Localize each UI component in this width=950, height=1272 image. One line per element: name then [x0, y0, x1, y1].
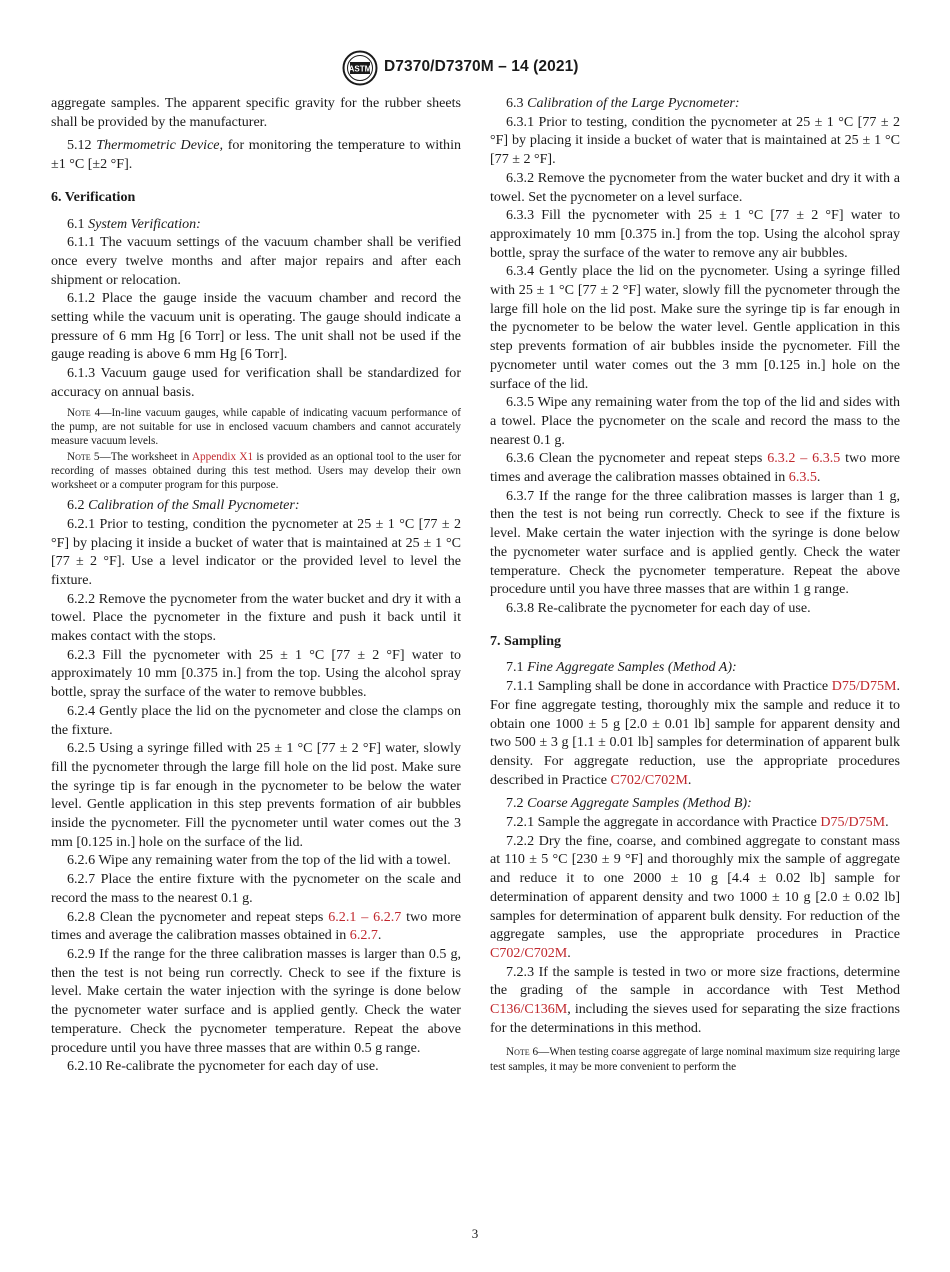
paragraph-6-1-2: 6.1.2 Place the gauge inside the vacuum chamber and record the setting while the vacuum unit is operating. The gauge should indicate a pressure of 6 mm Hg [6 Torr] or less. The unit shall not be used if the gauge reading is above 6 mm Hg [6 Torr]. [51, 290, 461, 363]
paragraph-6-2-7: 6.2.7 Place the entire fixture with the pycnometer on the scale and record the mass to the nearest 0.1 g. [51, 871, 461, 906]
link-appendix-x1[interactable]: Appendix X1 [191, 450, 254, 463]
paragraph-7-2-1: 7.2.1 Sample the aggregate in accordance with Practice D75/D75M. [506, 814, 889, 831]
page-header [0, 50, 950, 86]
note-6: Note 6—When testing coarse aggregate of large nominal maximum size requiring large test samples, it may be more convenient to perform the [490, 1046, 901, 1073]
paragraph-6-2-1: 6.2.1 Prior to testing, condition the pycnometer at 25 ± 1 °C [77 ± 2 °F] by placing it inside a bucket of water that is maintained at 25 ± 1 °C [77 ± 2 °F]. Use a level indicator or the provided level to level the fixture. [51, 515, 461, 588]
left-column [51, 94, 461, 1076]
paragraph-7-2: 7.2 Coarse Aggregate Samples (Method B): [506, 795, 752, 812]
paragraph-6-3-1: 6.3.1 Prior to testing, condition the pycnometer at 25 ± 1 °C [77 ± 2 °F] by placing it inside a bucket of water that is maintained at 25 ± 1 °C [77 ± 2 °F]. [490, 113, 900, 168]
paragraph-6-3-2: 6.3.2 Remove the pycnometer from the water bucket and dry it with a towel. Set the pycnometer on a level surface. [490, 169, 900, 205]
paragraph-6-2-4: 6.2.4 Gently place the lid on the pycnometer and close the clamps on the fixture. [51, 702, 461, 738]
link-d75[interactable]: D75/D75M [831, 678, 897, 695]
paragraph-continuation: aggregate samples. The apparent specific gravity for the rubber sheets shall be provided by the manufacturer. [51, 95, 461, 130]
paragraph-6-1: 6.1 System Verification: [67, 215, 201, 232]
paragraph-6-1-1: 6.1.1 The vacuum settings of the vacuum chamber shall be verified once every twelve months and after major repairs and after each shipment or relocation. [51, 234, 461, 288]
link-6-2-7[interactable]: 6.2.7 [349, 927, 378, 944]
link-c702[interactable]: C702/C702M [610, 771, 688, 788]
paragraph-7-2-2: 7.2.2 Dry the fine, coarse, and combined aggregate to constant mass at 110 ± 5 °C [230 ± 9 °F] and thoroughly mix the sample of aggregate and reduce it to one 2000 ± 10 g [4.4 ± 0.02 lb] sample for determination of apparent density and two 1000 ± 10 g [2.0 ± 0.02 lb] samples for determination of apparent bulk density. For reduction of the aggregate samples, use the appropriate procedures in Practice C702/C702M. [490, 832, 900, 961]
paragraph-6-3-5: 6.3.5 Wipe any remaining water from the top of the lid and sides with a towel. Place the pycnometer on the scale and record the mass to the nearest 0.1 g. [490, 394, 900, 448]
astm-logo-icon [341, 50, 379, 86]
standard-designation: D7370/D7370M – 14 (2021) [384, 58, 579, 75]
section-heading-verification: 6. Verification [51, 188, 136, 205]
paragraph-6-3-3: 6.3.3 Fill the pycnometer with 25 ± 1 °C [77 ± 2 °F] water to approximately 10 mm [0.375 in.] from the top. Using the alcohol spray bottle, spray the surface of the water to remove any air bubbles. [490, 207, 900, 261]
link-c702-b[interactable]: C702/C702M [490, 944, 568, 961]
link-6-3-2-to-6-3-5[interactable]: 6.3.2 – 6.3.5 [767, 450, 841, 467]
paragraph-6-3-4: 6.3.4 Gently place the lid on the pycnometer. Using a syringe filled with 25 ± 1 °C [77 ± 2 °F] water, slowly fill the pycnometer through the large fill hole on the lid post. Make sure the syringe tip is far enough in the pycnometer to be below the water level. Gentle application in this step prevents formation of air bubbles inside the pycnometer. Fill the pycnometer until water comes out the 3 mm [0.125 in.] hole on the surface of the lid. [490, 263, 900, 392]
paragraph-7-2-3: 7.2.3 If the sample is tested in two or more size fractions, determine the grading of the sample in accordance with Test Method C136/C136M, including the sieves used for separating the size fractions for the determinations in this method. [490, 963, 900, 1036]
paragraph-6-2-10: 6.2.10 Re-calibrate the pycnometer for each day of use. [67, 1058, 379, 1075]
section-heading-sampling: 7. Sampling [490, 632, 562, 649]
link-6-3-5[interactable]: 6.3.5 [788, 469, 817, 486]
paragraph-6-3: 6.3 Calibration of the Large Pycnometer: [506, 95, 740, 111]
right-column [490, 94, 900, 1074]
paragraph-5-12: 5.12 Thermometric Device, for monitoring the temperature to within ±1 °C [±2 °F]. [51, 137, 462, 173]
paragraph-7-1: 7.1 Fine Aggregate Samples (Method A): [506, 659, 737, 676]
logo-text: ASTM [348, 64, 372, 74]
paragraph-6-2-3: 6.2.3 Fill the pycnometer with 25 ± 1 °C [77 ± 2 °F] water to approximately 10 mm [0.375 in.] from the top. Using the alcohol spray bottle, spray the surface of the water to remove bubbles. [51, 646, 461, 701]
paragraph-6-3-7: 6.3.7 If the range for the three calibration masses is larger than 1 g, then the test is not being run correctly. Check to see if the fixture is level. Make certain the water injection with the syringe is done below the pycnometer water surface and is applied gently. Check the water temperature. Check the pycnometer temperature. Repeat the above procedure until you have three masses that are within 1 g range. [490, 487, 900, 598]
paragraph-6-3-8: 6.3.8 Re-calibrate the pycnometer for each day of use. [506, 599, 811, 616]
paragraph-6-1-3: 6.1.3 Vacuum gauge used for verification shall be standardized for accuracy on annual basis. [51, 365, 461, 400]
paragraph-6-3-6: 6.3.6 Clean the pycnometer and repeat steps 6.3.2 – 6.3.5 two more times and average the calibration masses obtained in 6.3.5. [490, 450, 900, 486]
note-5: Note 5—The worksheet in Appendix X1 is provided as an optional tool to the user for recording of masses obtained during this test method. Users may develop their own worksheet or a computer program for this purpose. [51, 450, 461, 492]
link-d75-b[interactable]: D75/D75M [820, 814, 886, 831]
paragraph-6-2: 6.2 Calibration of the Small Pycnometer: [67, 497, 300, 514]
paragraph-6-2-5: 6.2.5 Using a syringe filled with 25 ± 1 °C [77 ± 2 °F] water, slowly fill the pycnometer through the large fill hole on the lid post. Make sure the syringe tip is far enough in the pycnometer to be below the water level. Gentle application in this step prevents formation of air bubbles inside the pycnometer. Fill the pycnometer until water comes out the 3 mm [0.125 in.] hole on the surface of the lid. [51, 740, 461, 850]
page-number: 3 [471, 1226, 479, 1241]
link-c136[interactable]: C136/C136M [490, 1001, 568, 1018]
link-6-2-1-to-6-2-7[interactable]: 6.2.1 – 6.2.7 [328, 908, 402, 925]
paragraph-6-2-9: 6.2.9 If the range for the three calibration masses is larger than 0.5 g, then the test is not being run correctly. Check to see if the fixture is level. Make certain the water injection with the syringe is done below the pycnometer water surface and is applied gently. Check the water temperature. Check the pycnometer temperature. Repeat the above procedure until you have three masses that are within 0.5 g range. [51, 945, 461, 1056]
paragraph-7-1-1: 7.1.1 Sampling shall be done in accordance with Practice D75/D75M. For fine aggregate testing, thoroughly mix the sample and reduce it to obtain one 1000 ± 5 g [2.0 ± 0.01 lb] sample for apparent density and two 500 ± 3 g [1.1 ± 0.01 lb] samples for determination of apparent bulk density. For aggregate reduction, use the appropriate procedures described in Practice C702/C702M. [490, 678, 900, 788]
paragraph-6-2-8: 6.2.8 Clean the pycnometer and repeat steps 6.2.1 – 6.2.7 two more times and average the calibration masses obtained in 6.2.7. [51, 908, 461, 944]
paragraph-6-2-2: 6.2.2 Remove the pycnometer from the water bucket and dry it with a towel. Place the pycnometer in the fixture and push it back until it makes contact with the stops. [51, 590, 461, 645]
note-4: Note 4—In-line vacuum gauges, while capable of indicating vacuum performance of the pump, are not suitable for use in enclosed vacuum chambers and cannot accurately measure vacuum levels. [51, 406, 461, 447]
paragraph-6-2-6: 6.2.6 Wipe any remaining water from the top of the lid with a towel. [67, 852, 451, 869]
